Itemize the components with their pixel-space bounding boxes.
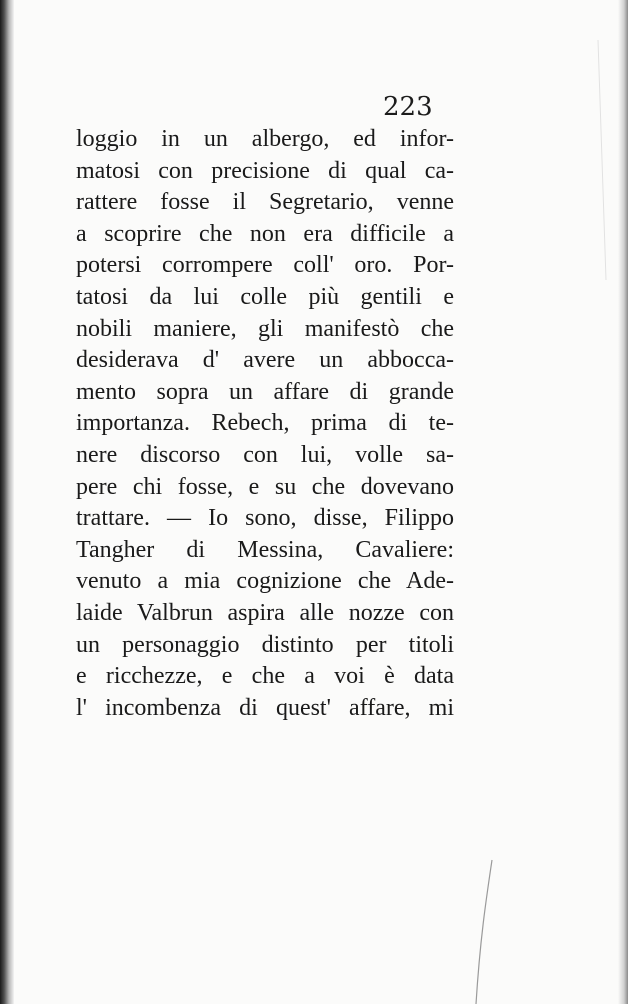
text-line: trattare. — Io sono, disse, Filippo (76, 505, 454, 532)
text-line: l' incombenza di quest' affare, mi (76, 694, 454, 721)
text-line: laide Valbrun aspira alle nozze con (76, 599, 454, 626)
text-line: tatosi da lui colle più gentili e (76, 283, 454, 310)
text-line: mento sopra un affare di grande (76, 378, 454, 405)
text-line: importanza. Rebech, prima di te- (76, 410, 454, 437)
text-line: e ricchezze, e che a voi è data (76, 663, 454, 690)
text-line: venuto a mia cognizione che Ade- (76, 568, 454, 595)
text-line: pere chi fosse, e su che dovevano (76, 473, 454, 500)
text-line: potersi corrompere coll' oro. Por- (76, 252, 454, 279)
text-line: rattere fosse il Segretario, venne (76, 189, 454, 216)
body-text (76, 124, 454, 724)
text-line: a scoprire che non era difficile a (76, 220, 454, 247)
text-line: nere discorso con lui, volle sa- (76, 441, 454, 468)
page-binding-edge (0, 0, 14, 1004)
page-number: 223 (383, 92, 433, 122)
text-line: matosi con precisione di qual ca- (76, 157, 454, 184)
text-line: desiderava d' avere un abbocca- (76, 347, 454, 374)
text-line: Tangher di Messina, Cavaliere: (76, 536, 454, 563)
page-outer-edge (618, 0, 628, 1004)
text-line: un personaggio distinto per titoli (76, 631, 454, 658)
text-line: loggio in un albergo, ed infor- (76, 126, 454, 152)
text-line: nobili maniere, gli manifestò che (76, 315, 454, 342)
